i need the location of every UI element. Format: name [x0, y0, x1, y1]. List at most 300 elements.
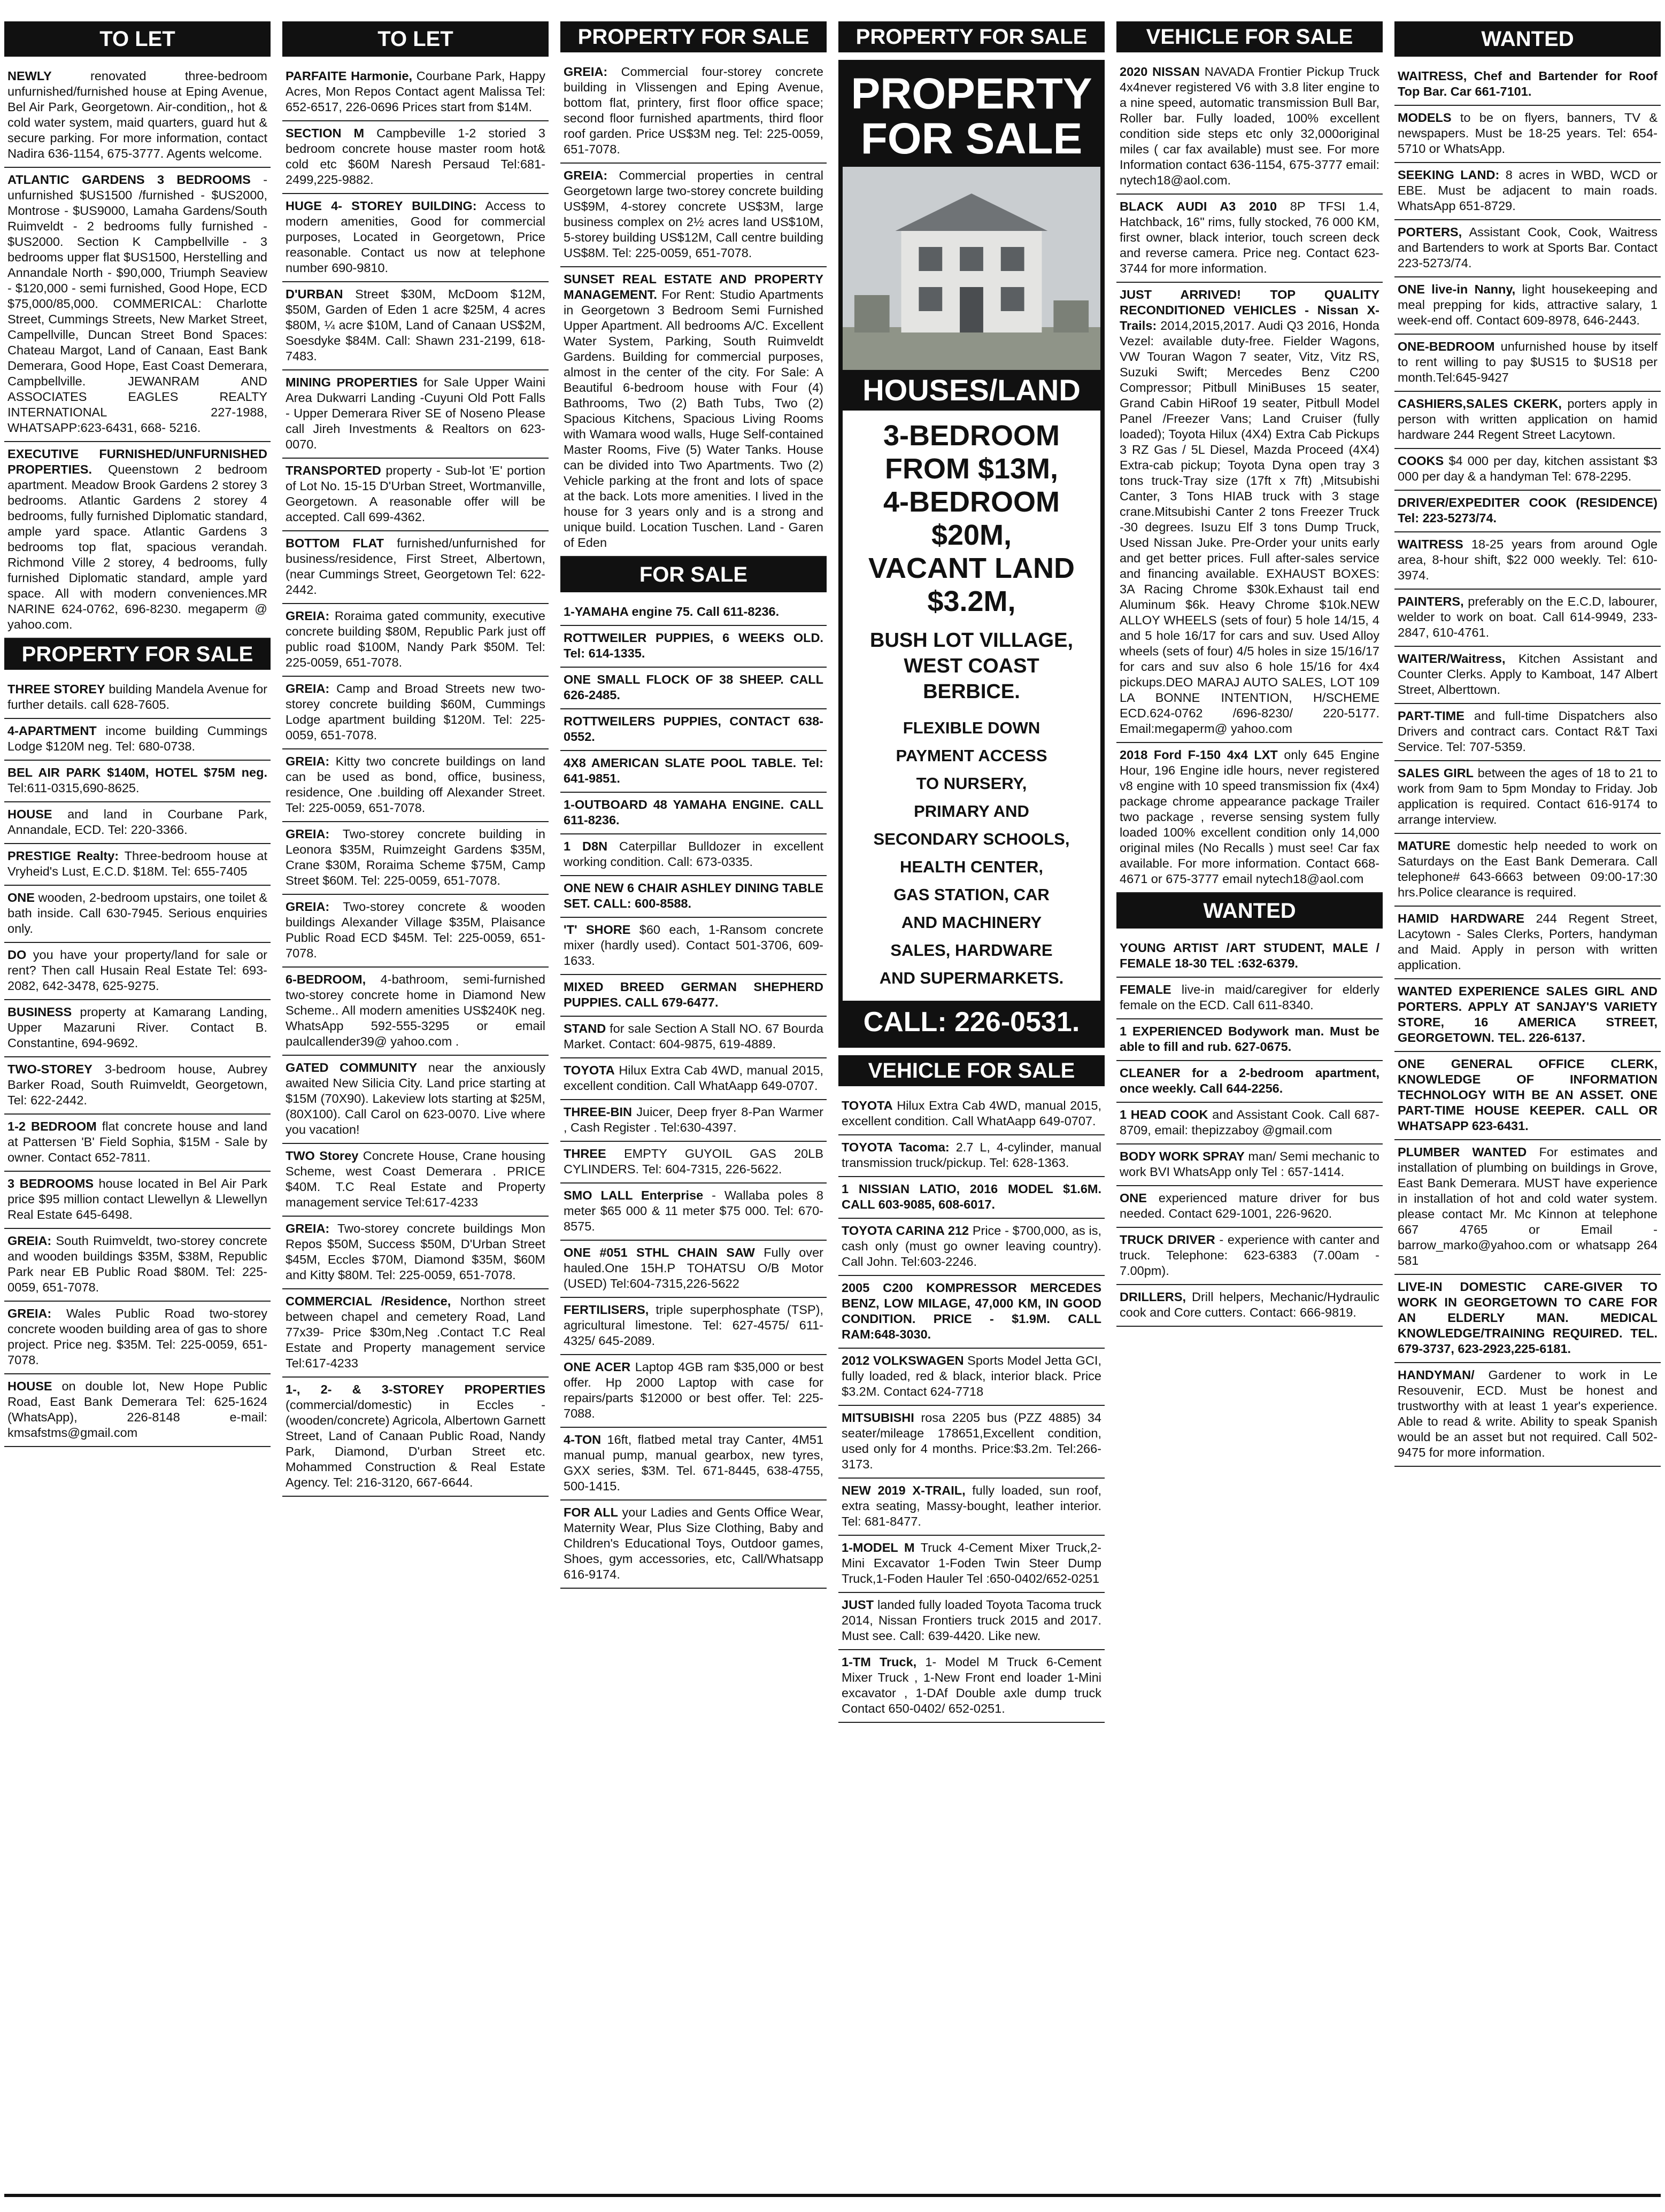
- classified-ad: [1394, 761, 1661, 834]
- classified-ad: [282, 749, 549, 822]
- classified-ad: [1394, 590, 1661, 647]
- ad-text: NAVADA Frontier Pickup Truck 4x4never registered V6 with 3.8 liter engine to a nine speed, automatic transmission Bull Bar, Roller bar. Fully loaded, 100% excellent condition side steps etc only 32,000original miles ( car fax available) must see. For more Information contact 636-1154, 675-3777 email: nytech18@aol.com.: [1120, 65, 1379, 187]
- classified-ad: [1394, 532, 1661, 590]
- ad-text: - unfurnished $US1500 /furnished - $US2000, Montrose - $US9000, Lamaha Gardens/South Ruimveldt - 2 bedrooms fully furnished - $US2000. Section K Campbellville - 3 bedrooms upper flat $US1500, Herstelling and Annandale North - $90,000, Triumph Seaview - $120,000 - semi furnished, Good Hope, ECD $75,000/85,000. COMMERICAL: Charlotte Street, Cummings Streets, New Market Street, Campellville, Duncan Street Bond Spaces: Chateau Margot, Land of Canaan, East Bank Demerara, Good Hope, East Coast Demerara, Campbellville. JEWANRAM AND ASSOCIATES EAGLES REALTY INTERNATIONAL 227-1988, WHATSAPP:623-6431, 668- 5216.: [7, 173, 268, 435]
- section-header-to-let: TO LET: [4, 21, 271, 57]
- ad-text: - Wallaba poles 8 meter $65 000 & 11 meter $75 000. Tel: 670-8575.: [564, 1188, 823, 1233]
- ad-lead: ONE: [1120, 1191, 1147, 1205]
- classified-ad: [4, 1374, 271, 1447]
- classified-ad: [1116, 936, 1383, 978]
- classified-ad: [560, 1184, 827, 1241]
- classified-ad: [560, 626, 827, 668]
- ad-text: Concrete House, Crane housing Scheme, west Coast Demerara . PRICE $40M. T.C Real Estate and Property management service Tel:617-4233: [286, 1149, 546, 1209]
- ad-lead: 1 D8N: [564, 839, 608, 853]
- classified-ad: [282, 370, 549, 459]
- classified-ad: [560, 1100, 827, 1142]
- ad-lead: HOUSE: [7, 1379, 52, 1393]
- ad-text: Camp and Broad Streets new two-storey concrete building $60M, Cummings Lodge apartment building $120M. Tel: 225-0059, 651-7078.: [286, 682, 546, 742]
- classified-ad: [1394, 491, 1661, 532]
- ad-lead: MODELS: [1398, 111, 1452, 125]
- ad-lead: GREIA:: [286, 682, 330, 695]
- classified-ad: [4, 64, 271, 168]
- ad-text: 4-bathroom, semi-furnished two-storey concrete home in Diamond New Scheme.. All modern amenities US$240K neg. WhatsApp 592-555-3295 or email paulcallender39@ yahoo.com .: [286, 972, 545, 1048]
- classified-ad: [282, 531, 549, 604]
- classified-ad: [1394, 335, 1661, 392]
- house-photo: [843, 167, 1100, 370]
- ad-text: For Rent: Studio Apartments in Georgetown 3 Bedroom Semi Furnished Upper Apartment. All bedrooms A/C. Excellent Water System, Parking, South Ruimveldt Gardens. Building for commercial purposes, almost in the center of the city. For Sale: A Beautiful 6-bedroom house with Four (4) Bathrooms, Two (2) Bath Tubs, Two (2) Spacious Kitchens, Spacious Living Rooms with Wamara wood walls, Huge Self-contained Master Rooms, Five (5) Water Tanks. House can be divided into Two Apartments. Two (2) Vehicle parking at the front and lots of space at the back. Lots more amenities. I lived in the house for 3 years only and is a strong and unique build. Location Tuschen. Land - Garen of Eden: [564, 288, 823, 550]
- ad-text: South Ruimveldt, two-storey concrete and wooden buildings $35M, $38M, Republic Park near EB Public Road $80M. Tel: 225-0059, 651-7078.: [7, 1234, 267, 1294]
- promo-line: 4-BEDROOM: [883, 486, 1060, 518]
- ad-lead: ONE NEW 6 CHAIR ASHLEY DINING TABLE SET. CALL: 600-8588.: [564, 881, 823, 910]
- ad-lead: GATED COMMUNITY: [286, 1061, 418, 1074]
- classified-ad: [838, 1094, 1105, 1135]
- classified-ad: [560, 1428, 827, 1501]
- classified-ad: [1116, 60, 1383, 195]
- ad-text: you have your property/land for sale or rent? Then call Husain Real Estate Tel: 693-2082, 642-3478, 625-9275.: [7, 948, 267, 993]
- classified-ad: [1394, 64, 1661, 106]
- classified-ad: [4, 1172, 271, 1229]
- promo-location: [848, 628, 1095, 705]
- column-4: [838, 21, 1105, 2192]
- promo-line: $20M,: [931, 519, 1012, 551]
- ad-lead: 6-BEDROOM,: [286, 972, 366, 986]
- classified-ad: [282, 822, 549, 895]
- classified-ad: [1116, 1103, 1383, 1144]
- ad-lead: BUSINESS: [7, 1005, 72, 1019]
- classified-ad: [838, 1536, 1105, 1593]
- classified-ad: [1116, 1186, 1383, 1228]
- classified-ad: [560, 1241, 827, 1298]
- section-header-wanted: WANTED: [1394, 21, 1661, 57]
- ad-text: Wales Public Road two-storey concrete wooden building area of gas to shore project. Price neg. $35M. Tel: 225-0059, 651-7078.: [7, 1306, 267, 1367]
- classified-ad: [4, 442, 271, 639]
- ad-text: light housekeeping and meal prepping for kids, attractive salary, 1 week-end off. Contact 609-8978, 646-2443.: [1398, 282, 1658, 327]
- classified-ad: [560, 834, 827, 876]
- ad-text: on double lot, New Hope Public Road, East Bank Demerara Tel: 625-1624 (WhatsApp), 226-8148 e-mail: kmsafstms@gmail.com: [7, 1379, 268, 1440]
- ad-lead: GREIA:: [286, 609, 330, 623]
- ad-text: EMPTY GUYOIL GAS 20LB CYLINDERS. Tel: 604-7315, 226-5622.: [564, 1147, 823, 1176]
- column-2: [282, 21, 549, 2192]
- classified-ad: [282, 677, 549, 749]
- classified-ad: [282, 1217, 549, 1289]
- classified-ad: [560, 751, 827, 793]
- ad-text: 8 acres in WBD, WCD or EBE. Must be adjacent to main roads. WhatsApp 651-8729.: [1398, 168, 1658, 213]
- classified-ad: [1394, 392, 1661, 449]
- ad-lead: TRUCK DRIVER: [1120, 1233, 1215, 1247]
- promo-line: BUSH LOT VILLAGE,: [870, 629, 1073, 652]
- promo-title-line: PROPERTY: [851, 69, 1092, 118]
- classified-ad: [1394, 647, 1661, 704]
- classified-ad: [282, 194, 549, 282]
- section-header-wanted: WANTED: [1116, 893, 1383, 929]
- classified-ad: [1116, 195, 1383, 283]
- classified-ad: [4, 844, 271, 886]
- ad-lead: THREE STOREY: [7, 682, 105, 696]
- ad-lead: GREIA:: [564, 168, 608, 182]
- ad-lead: GREIA:: [7, 1306, 52, 1320]
- ad-text: for Sale Upper Waini Area Dukwarri Landing -Cuyuni Old Pott Falls - Upper Demerara River SE of Noseno Please call Jireh Investments & Realtors on 623-0070.: [286, 375, 545, 451]
- promo-line: PAYMENT ACCESS: [896, 746, 1047, 765]
- ad-text: domestic help needed to work on Saturdays on the East Bank Demerara. Call telephone# 643-6663 between 09:00-17:30 hrs.Police clearance is required.: [1398, 839, 1658, 899]
- ad-lead: ROTTWEILERS PUPPIES, CONTACT 638-0552.: [564, 714, 823, 744]
- classified-ad: [4, 761, 271, 802]
- ad-lead: PAINTERS,: [1398, 594, 1464, 608]
- classified-ad: [1394, 979, 1661, 1052]
- ad-text: $4 000 per day, kitchen assistant $3 000 per day & a handyman Tel: 678-2295.: [1398, 454, 1658, 483]
- ad-lead: WAITER/Waitress,: [1398, 652, 1506, 666]
- section-header-property-for-sale: PROPERTY FOR SALE: [560, 21, 827, 52]
- bottom-rule: [4, 2194, 1661, 2197]
- ad-lead: HOUSE: [7, 807, 52, 821]
- ad-lead: NEWLY: [7, 69, 52, 83]
- ad-lead: SUNSET REAL ESTATE AND PROPERTY MANAGEMENT.: [564, 272, 823, 301]
- classified-ad: [560, 793, 827, 834]
- classified-ad: [560, 1058, 827, 1100]
- promo-line: PRIMARY AND: [914, 802, 1029, 821]
- ad-lead: 4X8 AMERICAN SLATE POOL TABLE. Tel: 641-9851.: [564, 756, 823, 785]
- ad-lead: SALES GIRL: [1398, 766, 1474, 780]
- promo-prices: [848, 419, 1095, 618]
- ad-text: Gardener to work in Le Resouvenir, ECD. Must be honest and trustworthy with at least 1 year's experience. Able to read & write. Ability to speak Spanish would be an asset but not required. Call 502-9475 for more information.: [1398, 1368, 1658, 1459]
- column-1: [4, 21, 271, 2192]
- ad-text: wooden, 2-bedroom upstairs, one toilet & bath inside. Call 630-7945. Serious enquiries only.: [7, 891, 267, 935]
- ad-text: 2014,2015,2017. Audi Q3 2016, Honda Vezel: available duty-free. Fielder Wagons, VW Touran Wagon 7 seater, Vitz, Vitz RS, Suzuki Swift; Mercedes Benz C200 Compressor; Pitbull MiniBuses 15 seater, Grand Cabin HiRoof 19 seater, Pitbull Model Panel /Freezer Vans; Land Cruiser (fully loaded); Toyota Hilux (4X4) Extra Cab Pickups 3 RZ Gas / 5L Diesel, Mazda Proceed (4X4) Extra-cab pickup; Toyota Dyna open tray 3 tons truck-Tray size (17ft x 7ft) ,Mitsubishi Canter, 3 Tons HIAB truck with 3 stage crane.Mitsubishi Canter 2 tons Freezer Truck -30 degrees. Isuzu Elf 3 tons Dump Truck, Used Nissan Juke. Pre-Order your units early and get better prices. Full after-sales service and financing available. EXHAUST BOXES: 3A Racing Chrome $30k.Exhaust tail end Aluminum $6k. Heavy Chrome $10k.NEW ALLOY WHEELS (sets of four) 5 hole 14/15, 4 and 5 hole 16/17 for cars and suv. Used Alloy wheels (sets of four) 4/5 holes in size 15/16/17 for cars and suv also 6 hole 15/16 for 4x4 pickups.DEO MARAJ AUTO SALES, LOT 109 LA BONNE INTENTION, H/SCHEME ECD.624-0762 /696-8230/ 220-5177. Email:megaperm@ yahoo.com: [1120, 319, 1380, 736]
- ad-text: for sale Section A Stall NO. 67 Bourda Market. Contact: 604-9875, 619-4889.: [564, 1022, 823, 1051]
- property-promo-box: [838, 60, 1105, 1048]
- ad-lead: BOTTOM FLAT: [286, 536, 384, 550]
- ad-lead: DRIVER/EXPEDITER COOK (RESIDENCE) Tel: 223-5273/74.: [1398, 496, 1658, 525]
- ad-lead: MITSUBISHI: [842, 1411, 914, 1425]
- ad-lead: PART-TIME: [1398, 709, 1464, 723]
- ad-text: experienced mature driver for bus needed. Contact 629-1001, 226-9620.: [1120, 1191, 1379, 1220]
- ad-lead: COOKS: [1398, 454, 1444, 468]
- classified-ad: [4, 677, 271, 719]
- ad-lead: FERTILISERS,: [564, 1303, 649, 1317]
- ad-text: and Assistant Cook. Call 687-8709, email: thepizzaboy @gmail.com: [1120, 1108, 1380, 1137]
- ad-lead: ONE live-in Nanny,: [1398, 282, 1516, 296]
- ad-lead: TOYOTA: [842, 1099, 893, 1112]
- column-6: [1394, 21, 1661, 2192]
- column-5: [1116, 21, 1383, 2192]
- ad-text: Street $30M, McDoom $12M, $50M, Garden of Eden 1 acre $25M, 4 acres $80M, ¼ acre $10M, Land of Canaan US$2M, Soesdyke $84M. Call: Shawn 231-2199, 618-7483.: [286, 287, 545, 363]
- ad-lead: TWO Storey: [286, 1149, 359, 1163]
- ad-lead: 2018 Ford F-150 4x4 LXT: [1120, 748, 1278, 762]
- promo-line: SALES, HARDWARE: [890, 941, 1053, 960]
- ad-text: Caterpillar Bulldozer in excellent working condition. Call: 673-0335.: [564, 839, 823, 869]
- classified-ad: [1394, 1363, 1661, 1467]
- ad-lead: ONE: [7, 891, 35, 904]
- ad-lead: 1-2 BEDROOM: [7, 1119, 97, 1133]
- promo-subtitle: HOUSES/LAND: [843, 370, 1100, 411]
- ad-text: Hilux Extra Cab 4WD, manual 2015, excellent condition. Call WhatAapp 649-0707.: [564, 1063, 824, 1093]
- promo-line: VACANT LAND: [868, 552, 1075, 584]
- ad-text: renovated three-bedroom unfurnished/furnished house at Eping Avenue, Bel Air Park, Georgetown. Air-condition,, hot & cold water system, maid quarters, guard hut & secure parking. For more information, contact Nadira 636-1154, 675-3777. Agents welcome.: [7, 69, 267, 160]
- ad-text: Two-storey concrete buildings Mon Repos $50M, Success $50M, D'Urban Street $45M, Eccles $70M, Diamond $35M, $60M and Kitty $80M. Tel: 225-0059, 651-7078.: [286, 1221, 545, 1282]
- classified-ad: [838, 1177, 1105, 1219]
- ad-lead: TRANSPORTED: [286, 463, 381, 477]
- promo-title: [843, 64, 1100, 167]
- ad-lead: MIXED BREED GERMAN SHEPHERD PUPPIES. CALL 679-6477.: [564, 980, 823, 1009]
- ad-lead: JUST ARRIVED! TOP QUALITY RECONDITIONED VEHICLES - Nissan X-Trails:: [1120, 288, 1379, 332]
- ad-lead: 1-TM Truck,: [842, 1655, 917, 1669]
- classified-ad: [560, 1017, 827, 1058]
- ad-text: Access to modern amenities, Good for commercial purposes, Located in Georgetown, Price reasonable. Contact us now at telephone number 690-9810.: [286, 199, 546, 275]
- ad-lead: SMO LALL Enterprise: [564, 1188, 704, 1202]
- classified-ad: [1116, 1285, 1383, 1327]
- classified-ad: [282, 1144, 549, 1217]
- classified-ad: [1394, 106, 1661, 163]
- ad-lead: GREIA:: [7, 1234, 52, 1248]
- classified-ad: [1116, 1228, 1383, 1285]
- ad-lead: GREIA:: [564, 65, 608, 79]
- classified-ad: [1116, 1019, 1383, 1061]
- classified-ad: [1116, 1144, 1383, 1186]
- promo-line: 3-BEDROOM: [883, 420, 1060, 452]
- ad-text: Truck 4-Cement Mixer Truck,2-Mini Excavator 1-Foden Twin Steer Dump Truck,1-Foden Hauler Tel :650-0402/652-0251: [842, 1541, 1101, 1585]
- ad-lead: 1-, 2- & 3-STOREY PROPERTIES: [286, 1382, 545, 1396]
- ad-text: (commercial/domestic) in Eccles - (wooden/concrete) Agricola, Albertown Garnett Street, Land of Canaan Public Road, Nandy Park, Diamond, D'urban Street etc. Mohammed Construction & Real Estate Agency. Tel: 216-3120, 667-6644.: [286, 1398, 545, 1489]
- classified-ad: [4, 943, 271, 1000]
- classified-ad: [838, 1593, 1105, 1650]
- ad-lead: FEMALE: [1120, 983, 1171, 996]
- promo-body: [843, 411, 1100, 1001]
- classified-ad: [1394, 1140, 1661, 1275]
- ad-text: 8P TFSI 1.4, Hatchback, 16" rims, fully stocked, 76 000 KM, first owner, black interior, touch screen deck and reverse camera. Price neg. Contact 623-3744 for more information.: [1120, 199, 1379, 275]
- ad-lead: THREE: [564, 1147, 606, 1161]
- ad-text: property - Sub-lot 'E' portion of Lot No. 15-15 D'Urban Street, Wortmanville, Georgetown. A reasonable offer will be accepted. Call 699-4362.: [286, 463, 545, 524]
- ad-lead: WAITRESS: [1398, 537, 1463, 551]
- classified-ad: [838, 1219, 1105, 1276]
- ad-text: man/ Semi mechanic to work BVI WhatsApp only Tel : 657-1414.: [1120, 1149, 1379, 1179]
- classified-ad: [1116, 1061, 1383, 1103]
- promo-title-line: FOR SALE: [860, 114, 1083, 163]
- classified-ad: [282, 64, 549, 121]
- ad-lead: D'URBAN: [286, 287, 343, 301]
- ad-text: landed fully loaded Toyota Tacoma truck 2014, Nissan Frontiers truck 2015 and 2017. Must see. Call: 639-4420. Like new.: [842, 1598, 1102, 1643]
- classified-ad: [282, 459, 549, 531]
- ad-text: Queenstown 2 bedroom apartment. Meadow Brook Gardens 2 storey 3 bedrooms. Atlantic Gardens 2 storey 4 bedrooms, fully furnished Diplomatic standard, ample yard space. Atlantic Gardens 3 bedrooms top flat, spacious verandah. Richmond Ville 2 storey, 4 bedrooms, fully furnished Diplomatic standard, ample yard space. All with modern conveniences.MR NARINE 624-0762, 696-8230. megaperm @ yahoo.com.: [7, 462, 268, 631]
- ad-lead: DO: [7, 948, 27, 962]
- section-header-vehicle-for-sale: VEHICLE FOR SALE: [1116, 21, 1383, 52]
- classified-ad: [4, 886, 271, 943]
- ad-text: and land in Courbane Park, Annandale, ECD. Tel: 220-3366.: [7, 807, 268, 837]
- ad-text: Fully over hauled.One 15H.P TOHATSU O/B Motor (USED) Tel:604-7315,226-5622: [564, 1246, 823, 1290]
- ad-text: $60 each, 1-Ransom concrete mixer (hardly used). Contact 501-3706, 609-1633.: [564, 923, 823, 968]
- classified-ad: [838, 1276, 1105, 1349]
- classified-ad: [838, 1135, 1105, 1177]
- ad-text: Three-bedroom house at Vryheid's Lust, E.C.D. $18M. Tel: 655-7405: [7, 849, 267, 878]
- classified-ad: [4, 1115, 271, 1172]
- classified-ad: [1394, 907, 1661, 979]
- classified-ad: [560, 709, 827, 751]
- classified-ad: [1394, 704, 1661, 761]
- ad-lead: GREIA:: [286, 754, 330, 768]
- ad-lead: SEEKING LAND:: [1398, 168, 1500, 182]
- classified-ad: [1394, 163, 1661, 220]
- promo-features: [848, 714, 1095, 992]
- ad-lead: 4-TON: [564, 1433, 602, 1447]
- ad-text: your Ladies and Gents Office Wear, Maternity Wear, Plus Size Clothing, Baby and Children's Educational Toys, Outdoor games, Shoes, gym accessories, etc, Call/Whatsapp 616-9174.: [564, 1505, 824, 1581]
- promo-line: AND SUPERMARKETS.: [879, 969, 1064, 987]
- ad-text: Commercial four-storey concrete building in Vlissengen and Eping Avenue, bottom flat, printery, first floor office space; second floor furnished apartments, third floor roof garden. Price US$3M neg. Tel: 225-0059, 651-7078.: [564, 65, 824, 156]
- classified-ad: [560, 164, 827, 267]
- ad-lead: 1-MODEL M: [842, 1541, 915, 1554]
- ad-lead: JUST: [842, 1598, 874, 1612]
- ad-text: Two-storey concrete building in Leonora $35M, Ruimzeight Gardens $35M, Crane $30M, Roraima Scheme $75M, Camp Street $60M. Tel: 225-0059, 651-7078.: [286, 827, 545, 887]
- ad-text: live-in maid/caregiver for elderly female on the ECD. Call 611-8340.: [1120, 983, 1379, 1012]
- classified-ad: [4, 1000, 271, 1057]
- ad-text: Two-storey concrete & wooden buildings Alexander Village $35M, Plaisance Public Road ECD $45M. Tel: 225-0059, 651-7078.: [286, 900, 545, 960]
- section-header-to-let: TO LET: [282, 21, 549, 57]
- ad-text: porters apply in person with written application on hamid hardware 244 Regent Street Lacytown.: [1398, 397, 1658, 442]
- classified-ad: [4, 168, 271, 442]
- classified-ad: [838, 1479, 1105, 1536]
- ad-text: Roraima gated community, executive concrete building $80M, Republic Park just off public road $100M, Nandy Park $50M. Tel: 225-0059, 651-7078.: [286, 609, 546, 669]
- ad-text: unfurnished house by itself to rent willing to pay $US15 to $US18 per month.Tel:645-9427: [1398, 339, 1658, 384]
- ad-text: income building Cummings Lodge $120M neg. Tel: 680-0738.: [7, 724, 267, 753]
- ad-text: near the anxiously awaited New Silicia City. Land price starting at $15M (70X90). Lakeview lots starting at $25M, (80X100). Call Carol on 623-0070. Live where you vacation!: [286, 1061, 546, 1136]
- ad-text: Drill helpers, Mechanic/Hydraulic cook and Core cutters. Contact: 666-9819.: [1120, 1290, 1379, 1319]
- ad-lead: TOYOTA CARINA 212: [842, 1224, 969, 1238]
- ad-lead: PARFAITE Harmonie,: [286, 69, 413, 83]
- ad-text: 2.7 L, 4-cylinder, manual transmission truck/pickup. Tel: 628-1363.: [842, 1140, 1102, 1170]
- classified-ad: [560, 975, 827, 1017]
- classified-ad: [560, 60, 827, 164]
- ad-text: Assistant Cook, Cook, Waitress and Bartenders to work at Sports Bar. Contact 223-5273/74.: [1398, 225, 1658, 270]
- classified-ad: [560, 1142, 827, 1184]
- ad-text: 16ft, flatbed metal tray Canter, 4M51 manual pump, manual gearbox, new tyres, GXX series, $3M. Tel. 671-8445, 638-4755, 500-1415.: [564, 1433, 824, 1493]
- ad-lead: TOYOTA: [564, 1063, 615, 1077]
- classified-ad: [4, 1057, 271, 1115]
- section-header-for-sale: FOR SALE: [560, 557, 827, 592]
- ad-text: - experience with canter and truck. Telephone: 623-6383 (7.00am - 7.00pm).: [1120, 1233, 1380, 1278]
- ad-lead: WANTED EXPERIENCE SALES GIRL AND PORTERS. APPLY AT SANJAY'S VARIETY STORE, 16 AMERICA STREET, GEORGETOWN. TEL. 226-6137.: [1398, 984, 1658, 1045]
- ad-lead: EXECUTIVE FURNISHED/UNFURNISHED PROPERTIES.: [7, 447, 267, 476]
- classified-ad: [838, 1349, 1105, 1406]
- ad-text: Kitchen Assistant and Counter Clerks. Apply to Kamboat, 147 Albert Street, Alberttown.: [1398, 652, 1658, 697]
- ad-lead: YOUNG ARTIST /ART STUDENT, MALE / FEMALE 18-30 TEL :632-6379.: [1120, 941, 1379, 970]
- classified-ad: [838, 1406, 1105, 1479]
- column-3: [560, 21, 827, 2192]
- classified-ad: [560, 1355, 827, 1428]
- ad-lead: 2020 NISSAN: [1120, 65, 1200, 79]
- ad-text: Price - $700,000, as is, cash only (must go owner leaving country). Call John. Tel:603-2246.: [842, 1224, 1102, 1269]
- classified-ad: [282, 968, 549, 1056]
- ad-lead: GREIA:: [286, 900, 330, 914]
- ad-text: building Mandela Avenue for further details. call 628-7605.: [7, 682, 267, 711]
- classified-ad: [4, 1229, 271, 1302]
- ad-lead: 2005 C200 KOMPRESSOR MERCEDES BENZ, LOW MILAGE, 47,000 KM, IN GOOD CONDITION. PRICE - $1.9M. CALL RAM:648-3030.: [842, 1281, 1101, 1341]
- classified-ad: [560, 1298, 827, 1355]
- ad-text: Laptop 4GB ram $35,000 or best offer. Hp 2000 Laptop with case for repairs/parts $12000 or best offer. Tel: 225-7088.: [564, 1360, 824, 1420]
- classified-ad: [560, 876, 827, 918]
- ad-text: between the ages of 18 to 21 to work from 9am to 5pm Monday to Friday. Job application is required. Contact 616-9174 to arrange interview.: [1398, 766, 1658, 826]
- classified-ad: [1394, 1052, 1661, 1140]
- classified-ad: [560, 1501, 827, 1589]
- classified-ad: [1394, 220, 1661, 277]
- promo-line: FROM $13M,: [884, 453, 1059, 485]
- ad-text: For estimates and installation of plumbing on buildings in Grove, East Bank Demerara. MUST have experience in installation of hot and cold water system. please contact Mr. Mc Kinnon at telephone 667 4765 or Email - barrow_marko@yahoo.com or whatsapp 264 581: [1398, 1145, 1658, 1267]
- ad-text: furnished/unfurnished for business/residence, First Street, Albertown, (near Cummings Street, Georgetown Tel: 622-2442.: [286, 536, 546, 597]
- promo-line: GAS STATION, CAR: [893, 885, 1050, 904]
- promo-line: SECONDARY SCHOOLS,: [873, 830, 1070, 848]
- classified-ad: [282, 1289, 549, 1378]
- ad-lead: 1 EXPERIENCED Bodywork man. Must be able to fill and rub. 627-0675.: [1120, 1024, 1379, 1054]
- ad-lead: THREE-BIN: [564, 1105, 632, 1119]
- promo-call: CALL: 226-0531.: [843, 1001, 1100, 1043]
- ad-lead: CASHIERS,SALES CKERK,: [1398, 397, 1562, 411]
- ad-text: Sports Model Jetta GCI, fully loaded, red & black, interior black. Price $3.2M. Contact 624-7718: [842, 1354, 1101, 1398]
- promo-line: $3.2M,: [927, 585, 1016, 617]
- ad-text: fully loaded, sun roof, extra seating, Massy-bought, leather interior. Tel: 681-8477.: [842, 1483, 1102, 1528]
- ad-text: only 645 Engine Hour, 196 Engine idle hours, never registered v8 engine with 10 speed transmission fix (4x4) package chrome appearance package Trailer two package , reverse sensing system fully loaded 100% excellent condition only 14,000 original miles (No Recalls ) must see! Car fax available. For more information. Contact 668-4671 or 675-3777 email nytech18@aol.com: [1120, 748, 1379, 886]
- ad-text: rosa 2205 bus (PZZ 4885) 34 seater/mileage 178651,Excellent condition, used only for 4 months. Price:$3.2m. Tel:266-3173.: [842, 1411, 1102, 1471]
- ad-text: preferably on the E.C.D, labourer, welder to work on boat. Call 614-9949, 233-2847, 610-4761.: [1398, 594, 1658, 639]
- ad-lead: GREIA:: [286, 827, 330, 841]
- ad-lead: ATLANTIC GARDENS 3 BEDROOMS: [7, 173, 251, 187]
- classified-ad: [282, 604, 549, 677]
- ad-lead: FOR ALL: [564, 1505, 618, 1519]
- ad-lead: ONE GENERAL OFFICE CLERK, KNOWLEDGE OF INFORMATION TECHNOLOGY WITH BE AN ASSET. ONE PART-TIME HOUSE KEEPER. CALL OR WHATSAPP 623-6431.: [1398, 1057, 1658, 1133]
- classified-ad: [560, 600, 827, 626]
- ad-text: and full-time Dispatchers also Drivers and contract cars. Contact R&T Taxi Service. Tel: 707-5359.: [1398, 709, 1658, 754]
- ad-lead: GREIA:: [286, 1221, 330, 1235]
- ad-text: Northon street between chapel and cemetery Road, Land 77x39- Price $30m,Neg .Contact T.C Real Estate and Property management service Tel:617-4233: [286, 1294, 545, 1370]
- ad-text: to be on flyers, banners, TV & newspapers. Must be 18-25 years. Tel: 654-5710 or WhatsApp.: [1398, 111, 1658, 156]
- ad-lead: HAMID HARDWARE: [1398, 911, 1524, 925]
- promo-line: HEALTH CENTER,: [899, 857, 1044, 876]
- ad-lead: 2012 VOLKSWAGEN: [842, 1354, 964, 1367]
- ad-lead: ONE ACER: [564, 1360, 631, 1374]
- ad-lead: BEL AIR PARK $140M, HOTEL $75M neg.: [7, 765, 267, 779]
- ad-text: Courbane Park, Happy Acres, Mon Repos Contact agent Malissa Tel: 652-6517, 226-0696 Prices start from $14M.: [286, 69, 545, 114]
- classified-ad: [4, 802, 271, 844]
- ad-text: house located in Bel Air Park price $95 million contact Llewellyn & Llewellyn Real Estate 645-6498.: [7, 1177, 268, 1221]
- ad-lead: PORTERS,: [1398, 225, 1462, 239]
- ad-text: Tel:611-0315,690-8625.: [7, 781, 140, 795]
- ad-lead: SECTION M: [286, 126, 365, 140]
- ad-text: 3-bedroom house, Aubrey Barker Road, South Ruimveldt, Georgetown, Tel: 622-2442.: [7, 1062, 267, 1107]
- section-header-property-for-sale: PROPERTY FOR SALE: [838, 21, 1105, 52]
- ad-text: Hilux Extra Cab 4WD, manual 2015, excellent condition. Call WhatAapp 649-0707.: [842, 1099, 1102, 1128]
- classifieds-page: [4, 21, 1661, 2192]
- ad-lead: NEW 2019 X-TRAIL,: [842, 1483, 966, 1497]
- ad-lead: HANDYMAN/: [1398, 1368, 1475, 1382]
- ad-lead: MATURE: [1398, 839, 1451, 853]
- classified-ad: [560, 267, 827, 557]
- ad-lead: HUGE 4- STOREY BUILDING:: [286, 199, 477, 213]
- classified-ad: [282, 1378, 549, 1497]
- ad-text: flat concrete house and land at Pattersen 'B' Field Sophia, $15M - Sale by owner. Contact 652-7811.: [7, 1119, 268, 1164]
- ad-lead: 1-YAMAHA engine 75. Call 611-8236.: [564, 605, 780, 618]
- promo-line: BERBICE.: [923, 680, 1020, 703]
- section-header-property-for-sale: PROPERTY FOR SALE: [4, 639, 271, 670]
- ad-lead: ROTTWEILER PUPPIES, 6 WEEKS OLD. Tel: 614-1335.: [564, 631, 823, 660]
- classified-ad: [1394, 834, 1661, 907]
- ad-text: Juicer, Deep fryer 8-Pan Warmer , Cash Register . Tel:630-4397.: [564, 1105, 823, 1134]
- classified-ad: [1394, 1275, 1661, 1363]
- section-header-vehicle-for-sale: VEHICLE FOR SALE: [838, 1055, 1105, 1086]
- ad-lead: ONE #051 STHL CHAIN SAW: [564, 1246, 755, 1259]
- classified-ad: [282, 1056, 549, 1144]
- ad-lead: WAITRESS, Chef and Bartender for Roof Top Bar. Car 661-7101.: [1398, 69, 1658, 98]
- ad-lead: 3 BEDROOMS: [7, 1177, 94, 1190]
- classified-ad: [1116, 743, 1383, 893]
- ad-lead: 'T' SHORE: [564, 923, 631, 937]
- promo-line: TO NURSERY,: [916, 774, 1027, 793]
- classified-ad: [4, 719, 271, 761]
- classified-ad: [282, 895, 549, 968]
